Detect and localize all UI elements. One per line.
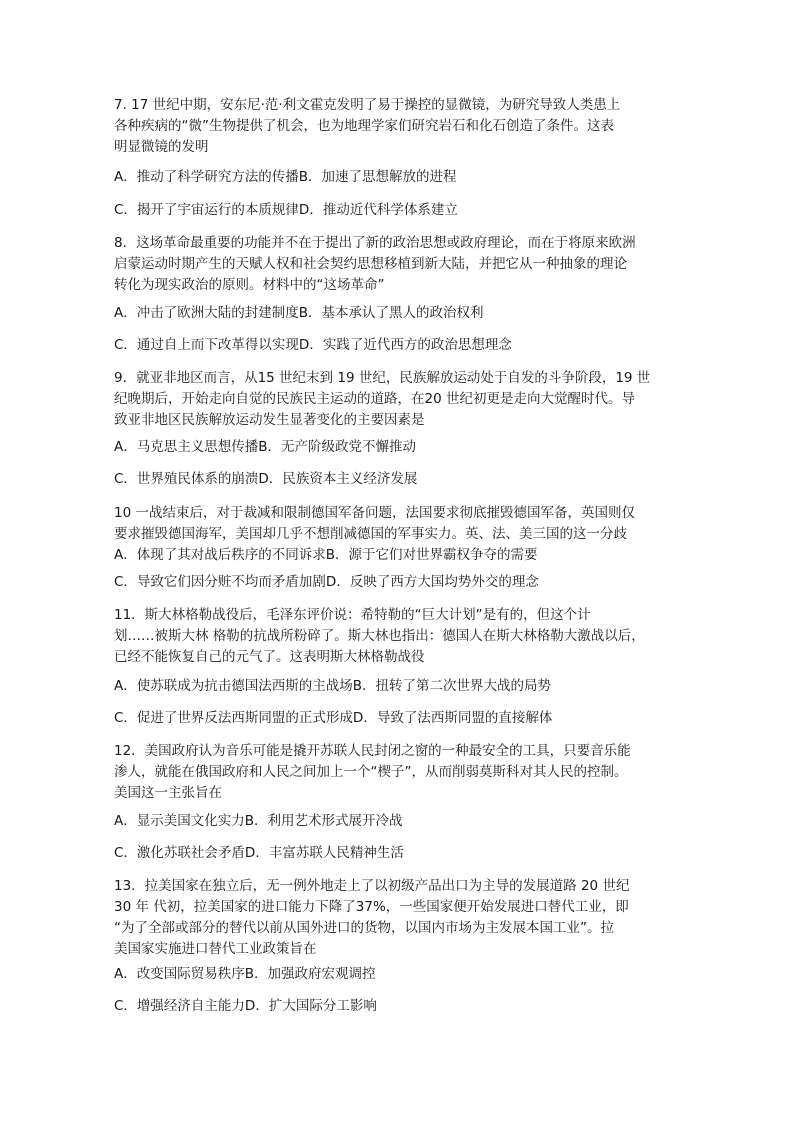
stem-line: 启蒙运动时期产生的天赋人权和社会契约思想移植到新大陆，并把它从一种抽象的理论 xyxy=(114,256,627,272)
question-7-option-ab: A．推动了科学研究方法的传播B．加速了思想解放的进程 xyxy=(114,169,457,185)
stem-line: 10 一战结束后，对于裁减和限制德国军备问题，法国要求彻底摧毁德国军备，英国则仅 xyxy=(114,505,635,521)
question-7-stem xyxy=(114,95,686,158)
stem-line: 8．这场革命最重要的功能并不在于提出了新的政治思想或政府理论，而在于将原来欧洲 xyxy=(114,235,636,251)
stem-line: 30 年 代初，拉美国家的进口能力下降了37%，一些国家便开始发展进口替代工业，即 xyxy=(114,899,629,915)
stem-line: 各种疾病的“微”生物提供了机会，也为地理学家们研究岩石和化石创造了条件。这表 xyxy=(114,118,614,134)
stem-line: 致亚非地区民族解放运动发生显著变化的主要因素是 xyxy=(114,412,425,428)
stem-line: 已经不能恢复自己的元气了。这表明斯大林格勒战役 xyxy=(114,649,425,665)
stem-line: A．体现了其对战后秩序的不同诉求B．源于它们对世界霸权争夺的需要 xyxy=(114,547,538,563)
question-8-option-ab: A．冲击了欧洲大陆的封建制度B．基本承认了黑人的政治权利 xyxy=(114,305,484,321)
stem-line: 转化为现实政治的原则。材料中的“这场革命” xyxy=(114,277,385,293)
question-11-option-ab: A．使苏联成为抗击德国法西斯的主战场B．扭转了第二次世界大战的局势 xyxy=(114,678,551,694)
question-12-stem xyxy=(114,741,686,804)
stem-line: 11．斯大林格勒战役后，毛泽东评价说：希特勒的“巨大计划”是有的，但这个计 xyxy=(114,607,591,623)
question-12-option-ab: A．显示美国文化实力B．利用艺术形式展开冷战 xyxy=(114,813,403,829)
stem-line: 12．美国政府认为音乐可能是撬开苏联人民封闭之窗的一种最安全的工具，只要音乐能 xyxy=(114,743,631,759)
stem-line: 美国家实施进口替代工业政策旨在 xyxy=(114,941,317,957)
question-13-stem xyxy=(114,876,686,960)
question-9-stem xyxy=(114,368,686,431)
question-11-stem xyxy=(114,605,686,668)
stem-line: 7. 17 世纪中期，安东尼·范·利文霍克发明了易于操控的显微镜，为研究导致人类患上 xyxy=(114,97,621,113)
stem-line: “为了全部或部分的替代以前从国外进口的货物，以国内市场为主发展本国工业”。拉 xyxy=(114,920,614,936)
question-8-stem xyxy=(114,233,686,296)
stem-line: 纪晚期后，开始走向自觉的民族民主运动的道路，在20 世纪初更是走向大觉醒时代。导 xyxy=(114,391,635,407)
question-9-option-cd: C．世界殖民体系的崩溃D．民族资本主义经济发展 xyxy=(114,471,418,487)
question-13-option-cd: C．增强经济自主能力D．扩大国际分工影响 xyxy=(114,998,377,1014)
stem-line: 美国这一主张旨在 xyxy=(114,785,222,801)
question-9-option-ab: A．马克思主义思想传播B．无产阶级政党不懈推动 xyxy=(114,439,416,455)
question-7-option-cd: C．揭开了宇宙运行的本质规律D．推动近代科学体系建立 xyxy=(114,202,458,218)
stem-line: 9．就亚非地区而言，从15 世纪末到 19 世纪，民族解放运动处于自发的斗争阶段，19 世 xyxy=(114,370,651,386)
stem-line: 要求摧毁德国海军，美国却几乎不想削减德国的军事实力。英、法、美三国的这一分歧 xyxy=(114,526,627,542)
question-13-option-ab: A．改变国际贸易秩序B．加强政府宏观调控 xyxy=(114,966,376,982)
question-10-stem xyxy=(114,503,686,566)
question-12-option-cd: C．激化苏联社会矛盾D．丰富苏联人民精神生活 xyxy=(114,845,404,861)
stem-line: 明显微镜的发明 xyxy=(114,139,209,155)
stem-line: 渗人，就能在俄国政府和人民之间加上一个“楔子”，从而削弱莫斯科对其人民的控制。 xyxy=(114,764,628,780)
question-8-option-cd: C．通过自上而下改革得以实现D．实践了近代西方的政治思想理念 xyxy=(114,337,512,353)
stem-line: 划……被斯大林 格勒的抗战所粉碎了。斯大林也指出：德国人在斯大林格勒大激战以后， xyxy=(114,628,645,644)
question-10-option-cd: C．导致它们因分赃不均而矛盾加剧D．反映了西方大国均势外交的理念 xyxy=(114,574,539,590)
question-11-option-cd: C．促进了世界反法西斯同盟的正式形成D．导致了法西斯同盟的直接解体 xyxy=(114,710,553,726)
stem-line: 13．拉美国家在独立后，无一例外地走上了以初级产品出口为主导的发展道路 20 世纪 xyxy=(114,878,630,894)
